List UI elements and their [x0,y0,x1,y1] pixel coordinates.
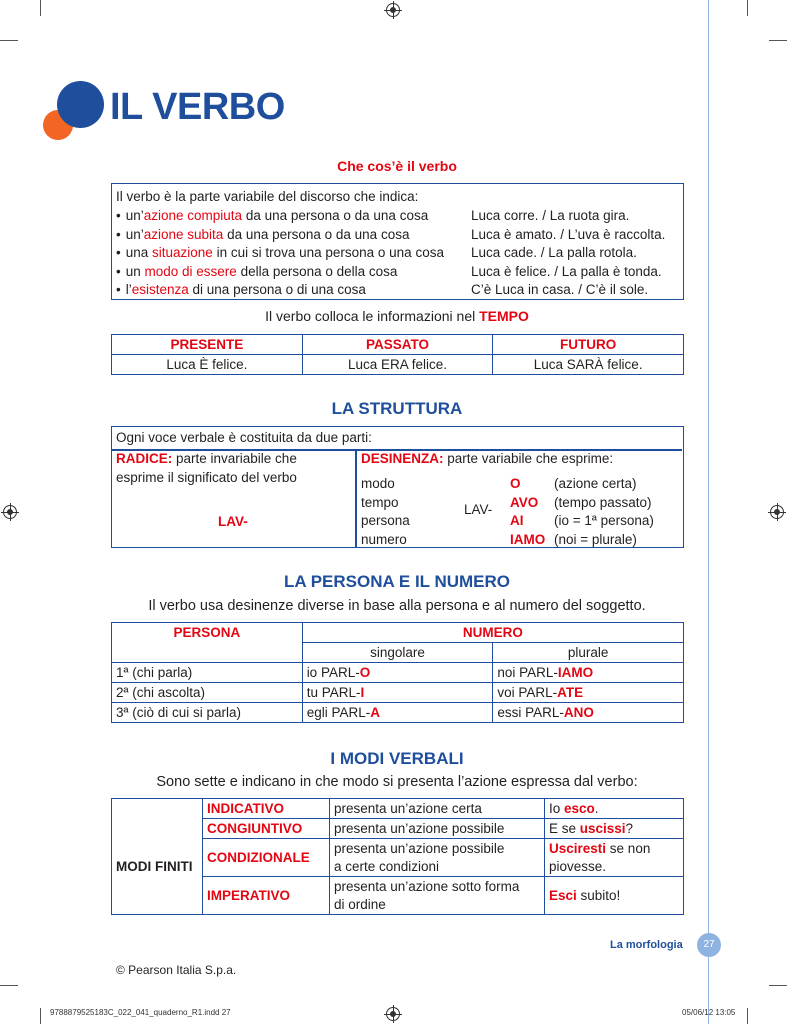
header-numero: NUMERO [302,623,683,643]
registration-mark-icon [770,505,784,519]
bullet-icon: • [116,263,121,279]
example-line [549,887,683,905]
description-line: a certe condizioni [334,858,440,874]
mode-name: INDICATIVO [203,799,330,819]
mode-example [545,839,684,877]
bullet-icon: • [116,208,121,223]
definition-example: C’è Luca in casa. / C’è il sole. [471,282,649,297]
crop-mark [769,40,787,41]
ending-meaning: (io = 1ª persona) [554,513,654,528]
crop-mark [0,40,18,41]
registration-mark-icon [386,1007,400,1021]
definition-keyword: situazione [152,245,213,260]
table-cell [302,663,493,683]
definition-text: della persona o della cosa [236,263,398,279]
radice-line-2: esprime il significato del verbo [116,470,297,485]
page-title: IL VERBO [110,86,285,128]
ending-meaning: (tempo passato) [554,494,652,510]
description-line: presenta un’azione sotto forma [334,878,520,894]
feature-label: numero [361,531,407,547]
table-cell [112,663,303,683]
crop-mark [769,985,787,986]
mode-description [330,799,545,819]
tempo-note: Il verbo colloca le informazioni nel TEMPO [265,308,529,324]
persona-label: 3ª (ciò di cui si parla) [116,705,242,720]
group-label: MODI FINITI [112,799,203,915]
divider [355,449,357,547]
singular-stem: tu PARL- [306,685,361,700]
subheader-singolare: singolare [302,643,493,663]
definition-item [116,244,444,263]
plural-stem: essi PARL- [497,705,564,720]
margin-rule [708,0,709,1024]
section-title-modi: I MODI VERBALI [330,749,464,768]
plural-ending: IAMO [557,665,594,680]
description-line: presenta un’azione possibile [334,840,505,856]
definition-text: da una persona o da una cosa [223,226,410,242]
ending: AVO [510,494,539,510]
bullet-icon: • [116,226,121,242]
copyright: © Pearson Italia S.p.a. [116,963,237,977]
feature-label: modo [361,476,395,491]
mode-example [545,819,684,839]
definition-text: da una persona o da una cosa [242,208,429,223]
mode-name: IMPERATIVO [203,877,330,915]
ending-meaning: (noi = plurale) [554,531,637,547]
definition-keyword: azione compiuta [143,208,243,223]
ending: IAMO [510,531,546,547]
crop-mark [747,1008,748,1024]
table-cell [302,703,493,723]
table-cell [493,683,684,703]
plural-stem: voi PARL- [497,685,558,700]
tempo-value: Luca ERA felice. [302,355,493,375]
example-text: se non [606,840,651,856]
mode-description [330,877,545,915]
page-number: 27 [697,933,721,957]
registration-mark-icon [3,505,17,519]
crop-mark [40,0,41,16]
definition-text: l’ [125,282,132,297]
desinenza-line: DESINENZA: parte variabile che esprime: [361,451,614,466]
section-title-struttura: LA STRUTTURA [331,399,463,418]
definition-keyword: modo di essere [144,263,237,279]
mode-description [330,839,545,877]
definition-text: un’ [125,226,144,242]
description-line: presenta un’azione possibile [334,820,505,836]
print-date: 05/06/12 13:05 [682,1008,736,1017]
example-verb: Esci [549,887,577,903]
definition-item [116,281,366,300]
header-presente: PRESENTE [112,335,303,355]
example-text: Io [549,800,565,816]
bullet-icon: • [116,282,121,297]
mode-name: CONGIUNTIVO [203,819,330,839]
definition-text: un’ [125,208,144,223]
example-line [549,820,683,838]
persona-label: 2ª (chi ascolta) [116,685,206,700]
modi-note: Sono sette e indicano in che modo si presenta l’azione espressa dal verbo: [156,774,638,790]
registration-mark-icon [386,3,400,17]
persona-table [111,622,684,723]
definition-keyword: azione subita [143,226,224,242]
definition-intro: Il verbo è la parte variabile del discorso che indica: [116,189,419,204]
ending: AI [510,513,524,528]
example-line [549,840,683,858]
crop-mark [40,1008,41,1024]
tempo-table [111,334,684,375]
table-row [112,663,684,683]
definition-text: un [125,263,145,279]
definition-item [116,226,409,245]
mode-description [330,819,545,839]
definition-item [116,207,428,226]
ending-meaning: (azione certa) [554,476,637,491]
example-verb: uscissi [579,820,626,836]
singular-ending: A [370,705,380,720]
mode-example [545,799,684,819]
example-text: . [594,800,599,816]
example-verb: esco [564,800,595,816]
singular-stem: io PARL- [306,665,360,680]
desinenza-stem: LAV- [464,502,493,517]
example-text: ? [625,820,634,836]
bullet-icon: • [116,245,121,260]
definition-box [111,183,684,300]
definition-text: una [125,245,153,260]
table-cell [493,663,684,683]
plural-ending: ANO [563,705,594,720]
mode-name: CONDIZIONALE [203,839,330,877]
struttura-box [111,426,684,548]
definition-example: Luca cade. / La palla rotola. [471,245,637,260]
crop-mark [0,985,18,986]
header-passato: PASSATO [302,335,493,355]
tempo-value: Luca SARÀ felice. [493,355,684,375]
plural-ending: ATE [557,685,584,700]
radice-line-1: RADICE: parte invariabile che [116,451,297,466]
definition-text: di una persona o di una cosa [188,282,366,297]
definition-example: Luca corre. / La ruota gira. [471,208,630,223]
ending: O [510,476,521,491]
table-row [112,703,684,723]
definition-example: Luca è amato. / L’uva è raccolta. [471,226,666,242]
definition-item [116,263,397,282]
plural-stem: noi PARL- [497,665,558,680]
print-slug: 9788879525183C_022_041_quaderno_R1.indd 27 [50,1008,231,1017]
definition-example: Luca è felice. / La palla è tonda. [471,263,662,279]
radice-example: LAV- [218,514,248,529]
header-persona: PERSONA [112,623,303,663]
singular-ending: O [359,665,371,680]
definition-keyword: esistenza [131,282,189,297]
mode-example [545,877,684,915]
decorative-blue-circle [57,81,104,128]
tempo-value: Luca È felice. [112,355,303,375]
persona-note: Il verbo usa desinenze diverse in base alla persona e al numero del soggetto. [148,598,646,614]
feature-label: persona [361,513,410,528]
table-row [112,799,684,819]
example-line [549,800,683,818]
footer-section-label: La morfologia [610,939,683,951]
persona-label: 1ª (chi parla) [116,665,193,680]
table-row [112,683,684,703]
example-text: piovesse. [549,858,607,874]
section-subtitle: Che cos’è il verbo [337,158,457,174]
singular-ending: I [360,685,365,700]
description-line: di ordine [334,896,386,912]
crop-mark [747,0,748,16]
feature-label: tempo [361,494,399,510]
example-text: subito! [576,887,621,903]
section-title-persona: LA PERSONA E IL NUMERO [283,572,511,591]
singular-stem: egli PARL- [306,705,371,720]
example-verb: Usciresti [549,840,607,856]
subheader-plurale: plurale [493,643,684,663]
table-cell [112,683,303,703]
header-futuro: FUTURO [493,335,684,355]
table-cell [493,703,684,723]
description-line: presenta un’azione certa [334,800,482,816]
modi-table [111,798,684,915]
table-cell [302,683,493,703]
table-cell [112,703,303,723]
struttura-intro: Ogni voce verbale è costituita da due parti: [116,430,372,445]
example-text: E se [549,820,580,836]
definition-text: in cui si trova una persona o una cosa [212,245,444,260]
